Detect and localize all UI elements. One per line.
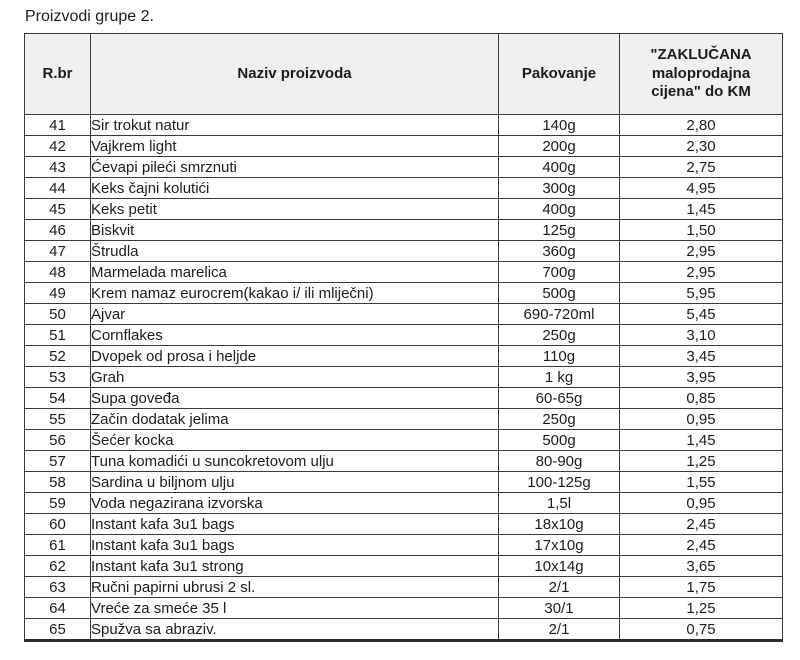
column-header-naziv-proizvoda: Naziv proizvoda (91, 34, 499, 115)
table-row (25, 199, 783, 220)
row-number-cell: 44 (25, 178, 91, 199)
price-cell: 3,10 (620, 325, 783, 346)
column-header-cijena: "ZAKLUČANA maloprodajna cijena" do KM (620, 34, 783, 115)
price-cell: 0,85 (620, 388, 783, 409)
row-number-cell: 62 (25, 556, 91, 577)
package-cell: 2/1 (499, 619, 620, 641)
table-row (25, 430, 783, 451)
product-name-cell: Dvopek od prosa i heljde (91, 346, 499, 367)
row-number-cell: 45 (25, 199, 91, 220)
row-number-cell: 63 (25, 577, 91, 598)
package-cell: 18x10g (499, 514, 620, 535)
table-row (25, 325, 783, 346)
price-cell: 3,45 (620, 346, 783, 367)
product-name-cell: Ajvar (91, 304, 499, 325)
package-cell: 17x10g (499, 535, 620, 556)
product-name-cell: Krem namaz eurocrem(kakao i/ ili mliječni) (91, 283, 499, 304)
package-cell: 400g (499, 199, 620, 220)
row-number-cell: 50 (25, 304, 91, 325)
package-cell: 10x14g (499, 556, 620, 577)
product-name-cell: Instant kafa 3u1 bags (91, 535, 499, 556)
package-cell: 360g (499, 241, 620, 262)
price-cell: 2,95 (620, 241, 783, 262)
products-table (24, 33, 783, 642)
table-row (25, 388, 783, 409)
price-cell: 0,95 (620, 493, 783, 514)
product-name-cell: Spužva sa abraziv. (91, 619, 499, 641)
package-cell: 1 kg (499, 367, 620, 388)
product-name-cell: Keks čajni kolutići (91, 178, 499, 199)
product-name-cell: Instant kafa 3u1 bags (91, 514, 499, 535)
product-name-cell: Marmelada marelica (91, 262, 499, 283)
price-cell: 0,75 (620, 619, 783, 641)
row-number-cell: 57 (25, 451, 91, 472)
table-row (25, 493, 783, 514)
product-name-cell: Cornflakes (91, 325, 499, 346)
price-cell: 1,75 (620, 577, 783, 598)
column-header-rbr: R.br (25, 34, 91, 115)
product-name-cell: Štrudla (91, 241, 499, 262)
price-cell: 1,25 (620, 598, 783, 619)
price-cell: 1,55 (620, 472, 783, 493)
row-number-cell: 53 (25, 367, 91, 388)
product-name-cell: Šećer kocka (91, 430, 499, 451)
package-cell: 125g (499, 220, 620, 241)
price-cell: 3,95 (620, 367, 783, 388)
table-row (25, 472, 783, 493)
table-row (25, 304, 783, 325)
row-number-cell: 60 (25, 514, 91, 535)
package-cell: 690-720ml (499, 304, 620, 325)
table-row (25, 241, 783, 262)
row-number-cell: 54 (25, 388, 91, 409)
price-cell: 2,80 (620, 115, 783, 136)
product-name-cell: Voda negazirana izvorska (91, 493, 499, 514)
package-cell: 110g (499, 346, 620, 367)
table-row (25, 346, 783, 367)
row-number-cell: 43 (25, 157, 91, 178)
row-number-cell: 48 (25, 262, 91, 283)
product-name-cell: Biskvit (91, 220, 499, 241)
row-number-cell: 58 (25, 472, 91, 493)
package-cell: 500g (499, 430, 620, 451)
price-cell: 1,45 (620, 199, 783, 220)
table-row (25, 283, 783, 304)
package-cell: 60-65g (499, 388, 620, 409)
package-cell: 140g (499, 115, 620, 136)
package-cell: 1,5l (499, 493, 620, 514)
row-number-cell: 47 (25, 241, 91, 262)
table-row (25, 598, 783, 619)
table-row (25, 451, 783, 472)
table-row (25, 115, 783, 136)
table-row (25, 136, 783, 157)
product-name-cell: Sir trokut natur (91, 115, 499, 136)
package-cell: 250g (499, 325, 620, 346)
table-body (25, 115, 783, 641)
row-number-cell: 41 (25, 115, 91, 136)
table-row (25, 577, 783, 598)
row-number-cell: 49 (25, 283, 91, 304)
product-name-cell: Sardina u biljnom ulju (91, 472, 499, 493)
price-cell: 1,50 (620, 220, 783, 241)
package-cell: 500g (499, 283, 620, 304)
price-cell: 3,65 (620, 556, 783, 577)
price-cell: 5,45 (620, 304, 783, 325)
price-cell: 2,30 (620, 136, 783, 157)
row-number-cell: 64 (25, 598, 91, 619)
table-row (25, 220, 783, 241)
product-name-cell: Keks petit (91, 199, 499, 220)
product-name-cell: Ćevapi pileći smrznuti (91, 157, 499, 178)
package-cell: 80-90g (499, 451, 620, 472)
table-row (25, 556, 783, 577)
package-cell: 100-125g (499, 472, 620, 493)
package-cell: 2/1 (499, 577, 620, 598)
product-name-cell: Vreće za smeće 35 l (91, 598, 499, 619)
price-cell: 0,95 (620, 409, 783, 430)
price-cell: 4,95 (620, 178, 783, 199)
table-row (25, 514, 783, 535)
package-cell: 30/1 (499, 598, 620, 619)
table-row (25, 367, 783, 388)
product-name-cell: Vajkrem light (91, 136, 499, 157)
price-cell: 1,45 (620, 430, 783, 451)
row-number-cell: 46 (25, 220, 91, 241)
row-number-cell: 61 (25, 535, 91, 556)
row-number-cell: 52 (25, 346, 91, 367)
product-name-cell: Tuna komadići u suncokretovom ulju (91, 451, 499, 472)
table-row (25, 178, 783, 199)
column-header-pakovanje: Pakovanje (499, 34, 620, 115)
price-cell: 2,95 (620, 262, 783, 283)
row-number-cell: 56 (25, 430, 91, 451)
row-number-cell: 65 (25, 619, 91, 641)
product-name-cell: Supa goveđa (91, 388, 499, 409)
table-row (25, 409, 783, 430)
row-number-cell: 55 (25, 409, 91, 430)
package-cell: 200g (499, 136, 620, 157)
price-cell: 5,95 (620, 283, 783, 304)
row-number-cell: 51 (25, 325, 91, 346)
product-name-cell: Grah (91, 367, 499, 388)
price-cell: 2,45 (620, 535, 783, 556)
table-row (25, 262, 783, 283)
package-cell: 700g (499, 262, 620, 283)
page-title: Proizvodi grupe 2. (25, 8, 154, 25)
table-row (25, 157, 783, 178)
product-name-cell: Začin dodatak jelima (91, 409, 499, 430)
product-name-cell: Ručni papirni ubrusi 2 sl. (91, 577, 499, 598)
row-number-cell: 42 (25, 136, 91, 157)
row-number-cell: 59 (25, 493, 91, 514)
package-cell: 250g (499, 409, 620, 430)
table-row (25, 535, 783, 556)
package-cell: 300g (499, 178, 620, 199)
table-header-row (25, 34, 783, 115)
price-cell: 1,25 (620, 451, 783, 472)
price-cell: 2,45 (620, 514, 783, 535)
product-name-cell: Instant kafa 3u1 strong (91, 556, 499, 577)
table-row (25, 619, 783, 641)
package-cell: 400g (499, 157, 620, 178)
price-cell: 2,75 (620, 157, 783, 178)
